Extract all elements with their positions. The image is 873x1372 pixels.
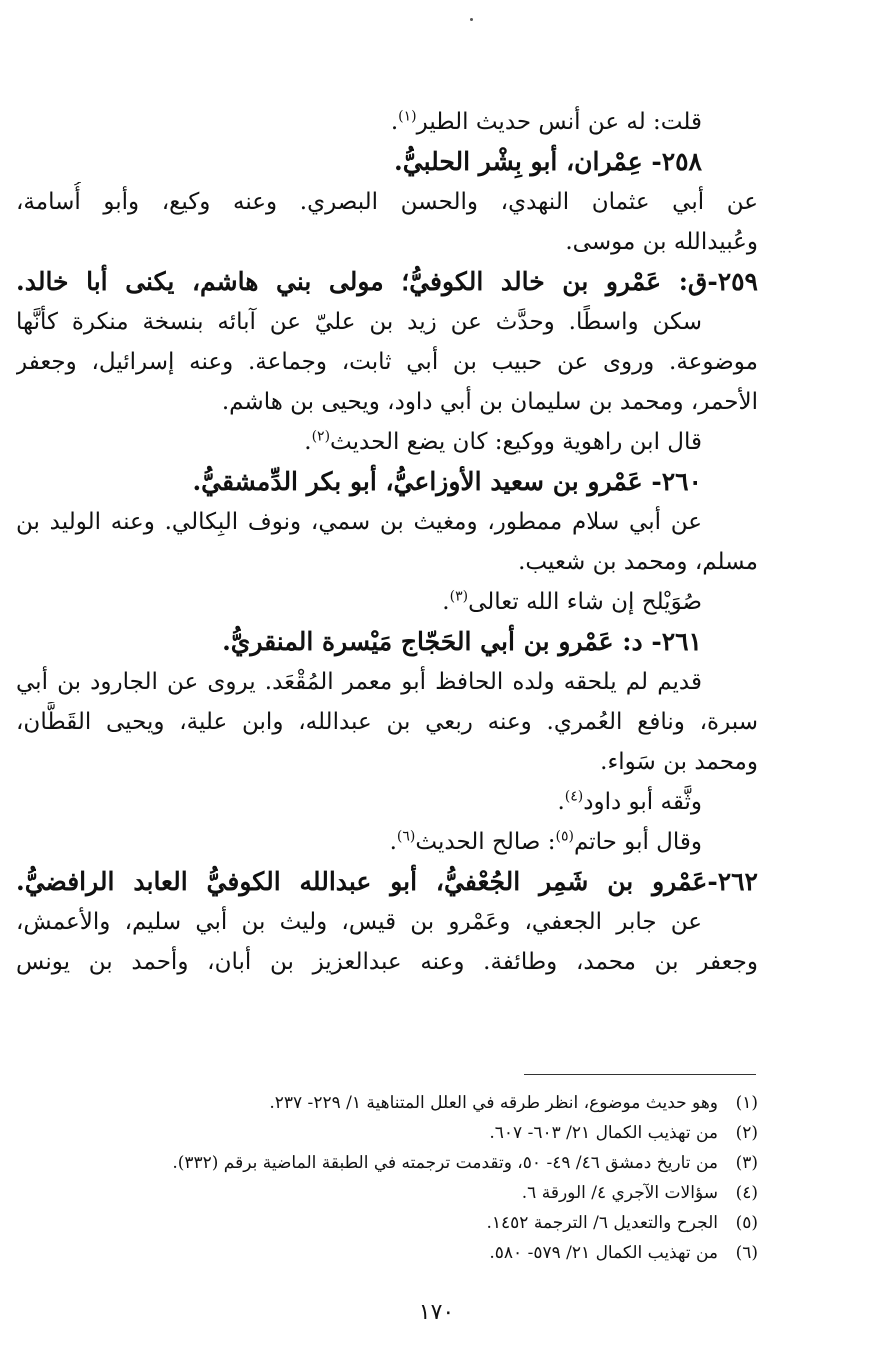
line-text: قديم لم يلحقه ولده الحافظ أبو معمر المُقْعَد. يروى عن الجارود بن أبي (16, 669, 702, 695)
line-text: وقال أبو حاتم (573, 829, 702, 855)
footnote-ref: (٤) (564, 788, 584, 805)
footnote-ref: (٥) (555, 828, 574, 845)
line-text: قلت: له عن أنس حديث الطير (416, 109, 702, 135)
line-text: ٢٦١- د: عَمْرو بن أبي الحَجّاج مَيْسرة المنقريُّ. (222, 627, 702, 656)
footnote-ref: (٣) (449, 588, 469, 605)
line-text: سبرة، ونافع العُمري. وعنه ربعي بن عبدالله، وابن علية، ويحيى القَطَّان، (16, 709, 758, 735)
text-line (16, 822, 758, 862)
line-text-after: . (442, 589, 450, 615)
text-line (16, 182, 758, 222)
page-number: ١٧٠ (418, 1300, 455, 1325)
line-text: عن جابر الجعفي، وعَمْرو بن قيس، وليث بن أبي سليم، والأعمش، (16, 909, 702, 935)
text-line (16, 222, 758, 262)
text-line (16, 702, 758, 742)
text-line (16, 622, 758, 662)
line-text: وثَّقه أبو داود (583, 789, 702, 815)
text-line (16, 502, 758, 542)
footnote-ref: (٢) (311, 428, 331, 445)
text-line (16, 382, 758, 422)
main-text (16, 102, 758, 982)
text-line (16, 742, 758, 782)
text-line (16, 782, 758, 822)
line-text-after: . (304, 429, 312, 455)
text-line (16, 542, 758, 582)
footnote-number: (٤) (735, 1183, 758, 1203)
text-line (16, 102, 758, 142)
footnote-text: وهو حديث موضوع، انظر طرقه في العلل المتناهية ١/ ٢٢٩- ٢٣٧. (269, 1093, 718, 1113)
line-text: موضوعة. وروى عن حبيب بن أبي ثابت، وجماعة. وعنه إسرائيل، وجعفر (16, 349, 758, 375)
text-line (16, 582, 758, 622)
line-text-after: . (389, 829, 397, 855)
footnote-item (18, 1088, 758, 1118)
footnote-item (18, 1148, 758, 1178)
text-line (16, 302, 758, 342)
footnote-separator (524, 1074, 756, 1075)
line-text: صُوَيْلح إن شاء الله تعالى (468, 589, 702, 615)
line-text: ٢٦٠- عَمْرو بن سعيد الأوزاعيُّ، أبو بكر الدِّمشقيُّ. (192, 467, 702, 496)
line-text: سكن واسطًا. وحدَّث عن زيد بن عليّ عن آبائه بنسخة منكرة كأنَّها (16, 309, 702, 335)
footnote-number: (٦) (735, 1243, 758, 1263)
line-text-after: . (557, 789, 565, 815)
footnote-number: (٥) (735, 1213, 758, 1233)
footnote-item (18, 1238, 758, 1268)
text-line (16, 662, 758, 702)
line-text-after: . (390, 109, 399, 135)
footnotes (18, 1088, 758, 1268)
footnote-ref: (٦) (396, 828, 416, 845)
line-text: عن أبي سلام ممطور، ومغيث بن سمي، ونوف البِكالي. وعنه الوليد بن (16, 509, 702, 535)
text-line (16, 262, 758, 302)
footnote-number: (٣) (735, 1153, 758, 1173)
text-line (16, 342, 758, 382)
line-text: عن أبي عثمان النهدي، والحسن البصري. وعنه وكيع، وأبو أُسامة، (16, 189, 758, 215)
text-line (16, 902, 758, 942)
line-text: ٢٥٨- عِمْران، أبو بِشْر الحلبيُّ. (394, 147, 702, 176)
line-text: ٢٥٩-ق: عَمْرو بن خالد الكوفيُّ؛ مولى بني هاشم، يكنى أبا خالد. (16, 267, 758, 296)
text-line (16, 142, 758, 182)
line-text: الأحمر، ومحمد بن سليمان بن أبي داود، ويحيى بن هاشم. (221, 389, 758, 415)
line-text: ومحمد بن سَواء. (600, 749, 758, 775)
footnote-text: من تاريخ دمشق ٤٦/ ٤٩- ٥٠، وتقدمت ترجمته في الطبقة الماضية برقم (٣٣٢). (172, 1153, 718, 1173)
footnote-ref: (١) (398, 108, 417, 125)
footnote-item (18, 1118, 758, 1148)
line-text-after: : صالح الحديث (415, 829, 556, 855)
footnote-text: الجرح والتعديل ٦/ الترجمة ١٤٥٢. (486, 1213, 718, 1233)
line-text: وجعفر بن محمد، وطائفة. وعنه عبدالعزيز بن أبان، وأحمد بن يونس (16, 949, 758, 975)
footnote-text: من تهذيب الكمال ٢١/ ٦٠٣- ٦٠٧. (489, 1123, 718, 1143)
footnote-number: (٢) (735, 1123, 758, 1143)
footnote-number: (١) (735, 1093, 758, 1113)
footnote-item (18, 1178, 758, 1208)
line-text: مسلم، ومحمد بن شعيب. (518, 549, 758, 575)
footnote-text: من تهذيب الكمال ٢١/ ٥٧٩- ٥٨٠. (489, 1243, 718, 1263)
line-text: ٢٦٢-عَمْرو بن شَمِر الجُعْفيُّ، أبو عبدالله الكوفيُّ العابد الرافضيُّ. (16, 867, 758, 896)
text-line (16, 422, 758, 462)
text-line (16, 462, 758, 502)
footnote-text: سؤالات الآجري ٤/ الورقة ٦. (521, 1183, 718, 1203)
footnote-item (18, 1208, 758, 1238)
line-text: وعُبيدالله بن موسى. (565, 229, 758, 255)
top-dot-mark (470, 18, 473, 21)
text-line (16, 942, 758, 982)
line-text: قال ابن راهوية ووكيع: كان يضع الحديث (330, 429, 702, 455)
text-line (16, 862, 758, 902)
